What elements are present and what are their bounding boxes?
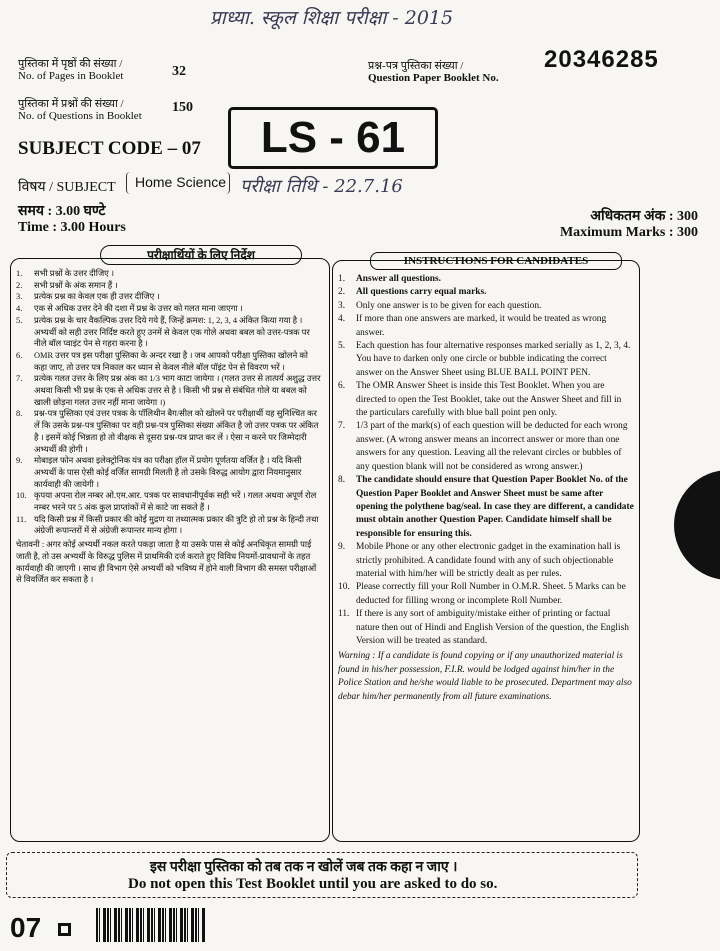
pages-value: 32 [172, 64, 186, 79]
instruction-number: 4. [16, 304, 23, 314]
instruction-text: यदि किसी प्रश्न में किसी प्रकार की कोई मुद्रण या तथ्यात्मक प्रकार की त्रुटि हो तो प्रश्न के हिन्दी तथा अंग्रेजी रूपान्तरों में से अंग्रेजी रूपान्तर मान्य होगा । [34, 514, 319, 536]
instruction-text: The OMR Answer Sheet is inside this Test Booklet. When you are directed to open the Test Booklet, take out the Answer Sheet and fill in the particulars carefully with blue ball point pen only. [356, 381, 622, 419]
hindi-instructions [16, 268, 322, 586]
instruction-text: प्रत्येक प्रश्न के चार वैकल्पिक उत्तर दिये गये हैं, जिन्हें क्रमश: 1, 2, 3, 4 अंकित किया गया है । अभ्यर्थी को सही उत्तर निर्दिष्ट करते हुए उनमें से केवल एक गोले अथवा बबल को उत्तर-पत्रक पर नीले बॉल प्वाइंट पेन से गहरा करना है । [34, 315, 310, 349]
instruction-item [16, 303, 322, 315]
instruction-text: Each question has four alternative responses marked serially as 1, 2, 3, 4. You have to darken only one circle or bubble indicating the correct answer on the Answer Sheet using BLUE BALL POINT PEN. [356, 341, 631, 378]
instruction-number: 10. [16, 491, 27, 501]
instruction-item [16, 350, 322, 373]
instruction-item [338, 340, 634, 380]
instruction-item [338, 273, 634, 286]
warning-text: Warning : If a candidate is found copying or if any unauthorized material is found in his/her possession, F.I.R. would be lodged against him/her in the Police Station and he/she would liable to be prosecuted. Department may also debar him/her permanently from all future examinations. [338, 651, 632, 702]
hindi-heading: परीक्षार्थियों के लिए निर्देश [147, 248, 255, 262]
instruction-number: 2. [16, 280, 23, 290]
instruction-text: कृपया अपना रोल नम्बर ओ.एम.आर. पत्रक पर सावधानीपूर्वक सही भरें । गलत अथवा अपूर्ण रोल नम्बर भरने पर 5 अंक कुल प्राप्तांकों में से काटे जा सकते हैं । [34, 491, 317, 513]
instruction-item [16, 268, 322, 280]
marks-block: अधिकतम अंक : 300 Maximum Marks : 300 [559, 209, 698, 240]
warning-text: चेतावनी : अगर कोई अभ्यर्थी नकल करते पकड़ा जाता है या उसके पास से कोई अनधिकृत सामग्री पाई जाती है, तो उस अभ्यर्थी के विरुद्ध पुलिस में प्राथमिकी दर्ज कराते हुए विविध नियमों-प्रावधानों के तहत कार्यवाही की जाएगी । साथ ही विभाग ऐसे अभ्यर्थी को भविष्य में होने वाली विभाग की समस्त परीक्षाओं से विवर्जित कर सकता है । [16, 540, 317, 585]
subject-value: Home Science [135, 174, 227, 190]
instruction-item [16, 280, 322, 292]
subject-value-box [126, 172, 230, 194]
instruction-number: 10. [338, 582, 350, 593]
instruction-item [338, 420, 634, 474]
checkbox-square-icon [58, 923, 71, 936]
instruction-number: 11. [16, 514, 27, 524]
instruction-item [16, 455, 322, 490]
questions-label: पुस्तिका में प्रश्नों की संख्या / No. of Questions in Booklet [18, 98, 142, 122]
footer-notice-english: Do not open this Test Booklet until you are asked to do so. [128, 876, 498, 892]
bottom-code: 07 [10, 912, 42, 943]
instruction-number: 8. [16, 409, 23, 419]
instruction-number: 5. [16, 315, 23, 325]
instruction-number: 5. [338, 341, 346, 352]
instruction-number: 9. [16, 456, 23, 466]
instruction-item [338, 541, 634, 581]
instruction-number: 1. [338, 274, 346, 284]
instruction-text: Mobile Phone or any other electronic gadget in the examination hall is strictly prohibited. A candidate found with any of such objectionable material with him/her will be strictly dealt as per rules. [356, 542, 621, 579]
instruction-number: 4. [338, 314, 346, 325]
instruction-number: 1. [16, 269, 23, 278]
instruction-number: 8. [338, 475, 346, 486]
instruction-item [16, 408, 322, 455]
instruction-text: 1/3 part of the mark(s) of each question will be deducted for each wrong answer. (A wrong answer means an incorrect answer or more than one answers for any question. Leaving all the relevant circles or bubbles of any question blank will not be considered as wrong answer.) [356, 421, 628, 472]
instruction-text: If more than one answers are marked, it would be treated as wrong answer. [356, 314, 607, 338]
instruction-text: If there is any sort of ambiguity/mistake either of printing or factual nature then out of Hindi and English Version of the question, the English Version will be treated as standard. [356, 609, 629, 646]
instruction-text: OMR उत्तर पत्र इस परीक्षा पुस्तिका के अन्दर रखा है । जब आपको परीक्षा पुस्तिका खोलने को कहा जाए, तो उत्तर पत्र निकाल कर ध्यान से केवल नीले बॉल पॉइंट पेन से विवरण भरें । [34, 350, 308, 372]
time-block: समय : 3.00 घण्टे Time : 3.00 Hours [18, 204, 126, 235]
instruction-number: 7. [16, 374, 23, 384]
instruction-text: प्रश्न-पत्र पुस्तिका एवं उत्तर पत्रक के पॉलिथीन बैग/सील को खोलने पर परीक्षार्थी यह सुनिश्चित कर लें कि उसके प्रश्न-पत्र पुस्तिका पर वही प्रश्न-पत्र पुस्तिका संख्या अंकित है जो उत्तर पत्रक पर अंकित है । इसमें कोई भिन्नता हो तो वीक्षक से दूसरा प्रश्न-पत्र प्राप्त कर लें । ऐसा न करने पर जिम्मेदारी अभ्यर्थी की होगी । [34, 409, 319, 454]
instruction-number: 3. [338, 300, 346, 311]
booklet-no-value: 20346285 [544, 46, 659, 73]
instruction-text: एक से अधिक उत्तर देने की दशा में प्रश्न के उत्तर को गलत माना जाएगा । [34, 304, 243, 314]
instruction-text: Please correctly fill your Roll Number in O.M.R. Sheet. 5 Marks can be deducted for filling wrong or incomplete Roll Number. [356, 582, 626, 606]
instruction-item [338, 286, 634, 299]
instruction-item [338, 380, 634, 420]
instruction-text: प्रत्येक प्रश्न का केवल एक ही उत्तर दीजिए । [34, 292, 160, 302]
instruction-item [338, 313, 634, 340]
instruction-item [338, 608, 634, 648]
instruction-item [16, 514, 322, 537]
instruction-number: 2. [338, 287, 346, 298]
handwritten-exam-name: प्राध्या. स्कूल शिक्षा परीक्षा - 2015 [210, 7, 454, 29]
instruction-item [338, 474, 634, 541]
subject-label: विषय / SUBJECT [18, 180, 116, 195]
barcode [96, 908, 206, 942]
footer-notice-hindi: इस परीक्षा पुस्तिका को तब तक न खोलें जब तक कहा न जाए । [150, 860, 458, 875]
instruction-item [16, 291, 322, 303]
instruction-text: सभी प्रश्नों के उत्तर दीजिए । [34, 269, 115, 278]
instruction-item [16, 315, 322, 350]
code-box-text: LS - 61 [260, 113, 406, 162]
booklet-no-label: प्रश्न-पत्र पुस्तिका संख्या / Question Paper Booklet No. [368, 60, 499, 84]
instruction-text: Answer all questions. [356, 274, 441, 284]
pages-label: पुस्तिका में पृष्ठों की संख्या / No. of Pages in Booklet [18, 58, 124, 82]
instruction-text: All questions carry equal marks. [356, 287, 487, 298]
instruction-item [338, 581, 634, 608]
instruction-number: 7. [338, 421, 346, 432]
instruction-text: मोबाइल फोन अथवा इलेक्ट्रोनिक यंत्र का परीक्षा हॉल में प्रयोग पूर्णतया वर्जित है । यदि किसी अभ्यर्थी के पास ऐसी कोई वर्जित सामग्री मिलती है तो उसके विरुद्ध आयोग द्वारा नियमानुसार कार्यवाही की जायेगी । [34, 456, 302, 489]
english-heading: INSTRUCTIONS FOR CANDIDATES [403, 255, 589, 267]
instruction-number: 6. [338, 381, 346, 392]
handwritten-exam-date: परीक्षा तिथि - 22.7.16 [240, 176, 403, 197]
instruction-item [338, 300, 634, 313]
code-box [228, 107, 438, 169]
instruction-text: सभी प्रश्नों के अंक समान हैं । [34, 280, 118, 290]
instruction-number: 11. [338, 609, 350, 620]
instruction-text: The candidate should ensure that Question Paper Booklet No. of the Question Paper Booklet and Answer Sheet must be same after opening the polythene bag/seal. In case they are different, a candidate must obtain another Question Paper. Candidate himself shall be responsible for ensuring this. [356, 475, 634, 539]
subject-code: SUBJECT CODE – 07 [18, 138, 201, 159]
black-registration-mark [674, 470, 720, 580]
instruction-number: 9. [338, 542, 346, 553]
instruction-number: 6. [16, 350, 23, 360]
instruction-item [16, 373, 322, 408]
instruction-number: 3. [16, 292, 23, 302]
instruction-item [16, 490, 322, 513]
instruction-text: Only one answer is to be given for each question. [356, 300, 542, 311]
english-instructions [338, 273, 634, 704]
instruction-text: प्रत्येक गलत उत्तर के लिए प्रश्न अंक का 1/3 भाग काटा जायेगा । (गलत उत्तर से तात्पर्य अशुद्ध उत्तर अथवा किसी भी प्रश्न के एक से अधिक उत्तर से है । किसी भी प्रश्न से संबंधित गोले या बबल को खाली छोड़ना गलत उत्तर नहीं माना जायेगा ।) [34, 374, 321, 407]
questions-value: 150 [172, 100, 193, 115]
